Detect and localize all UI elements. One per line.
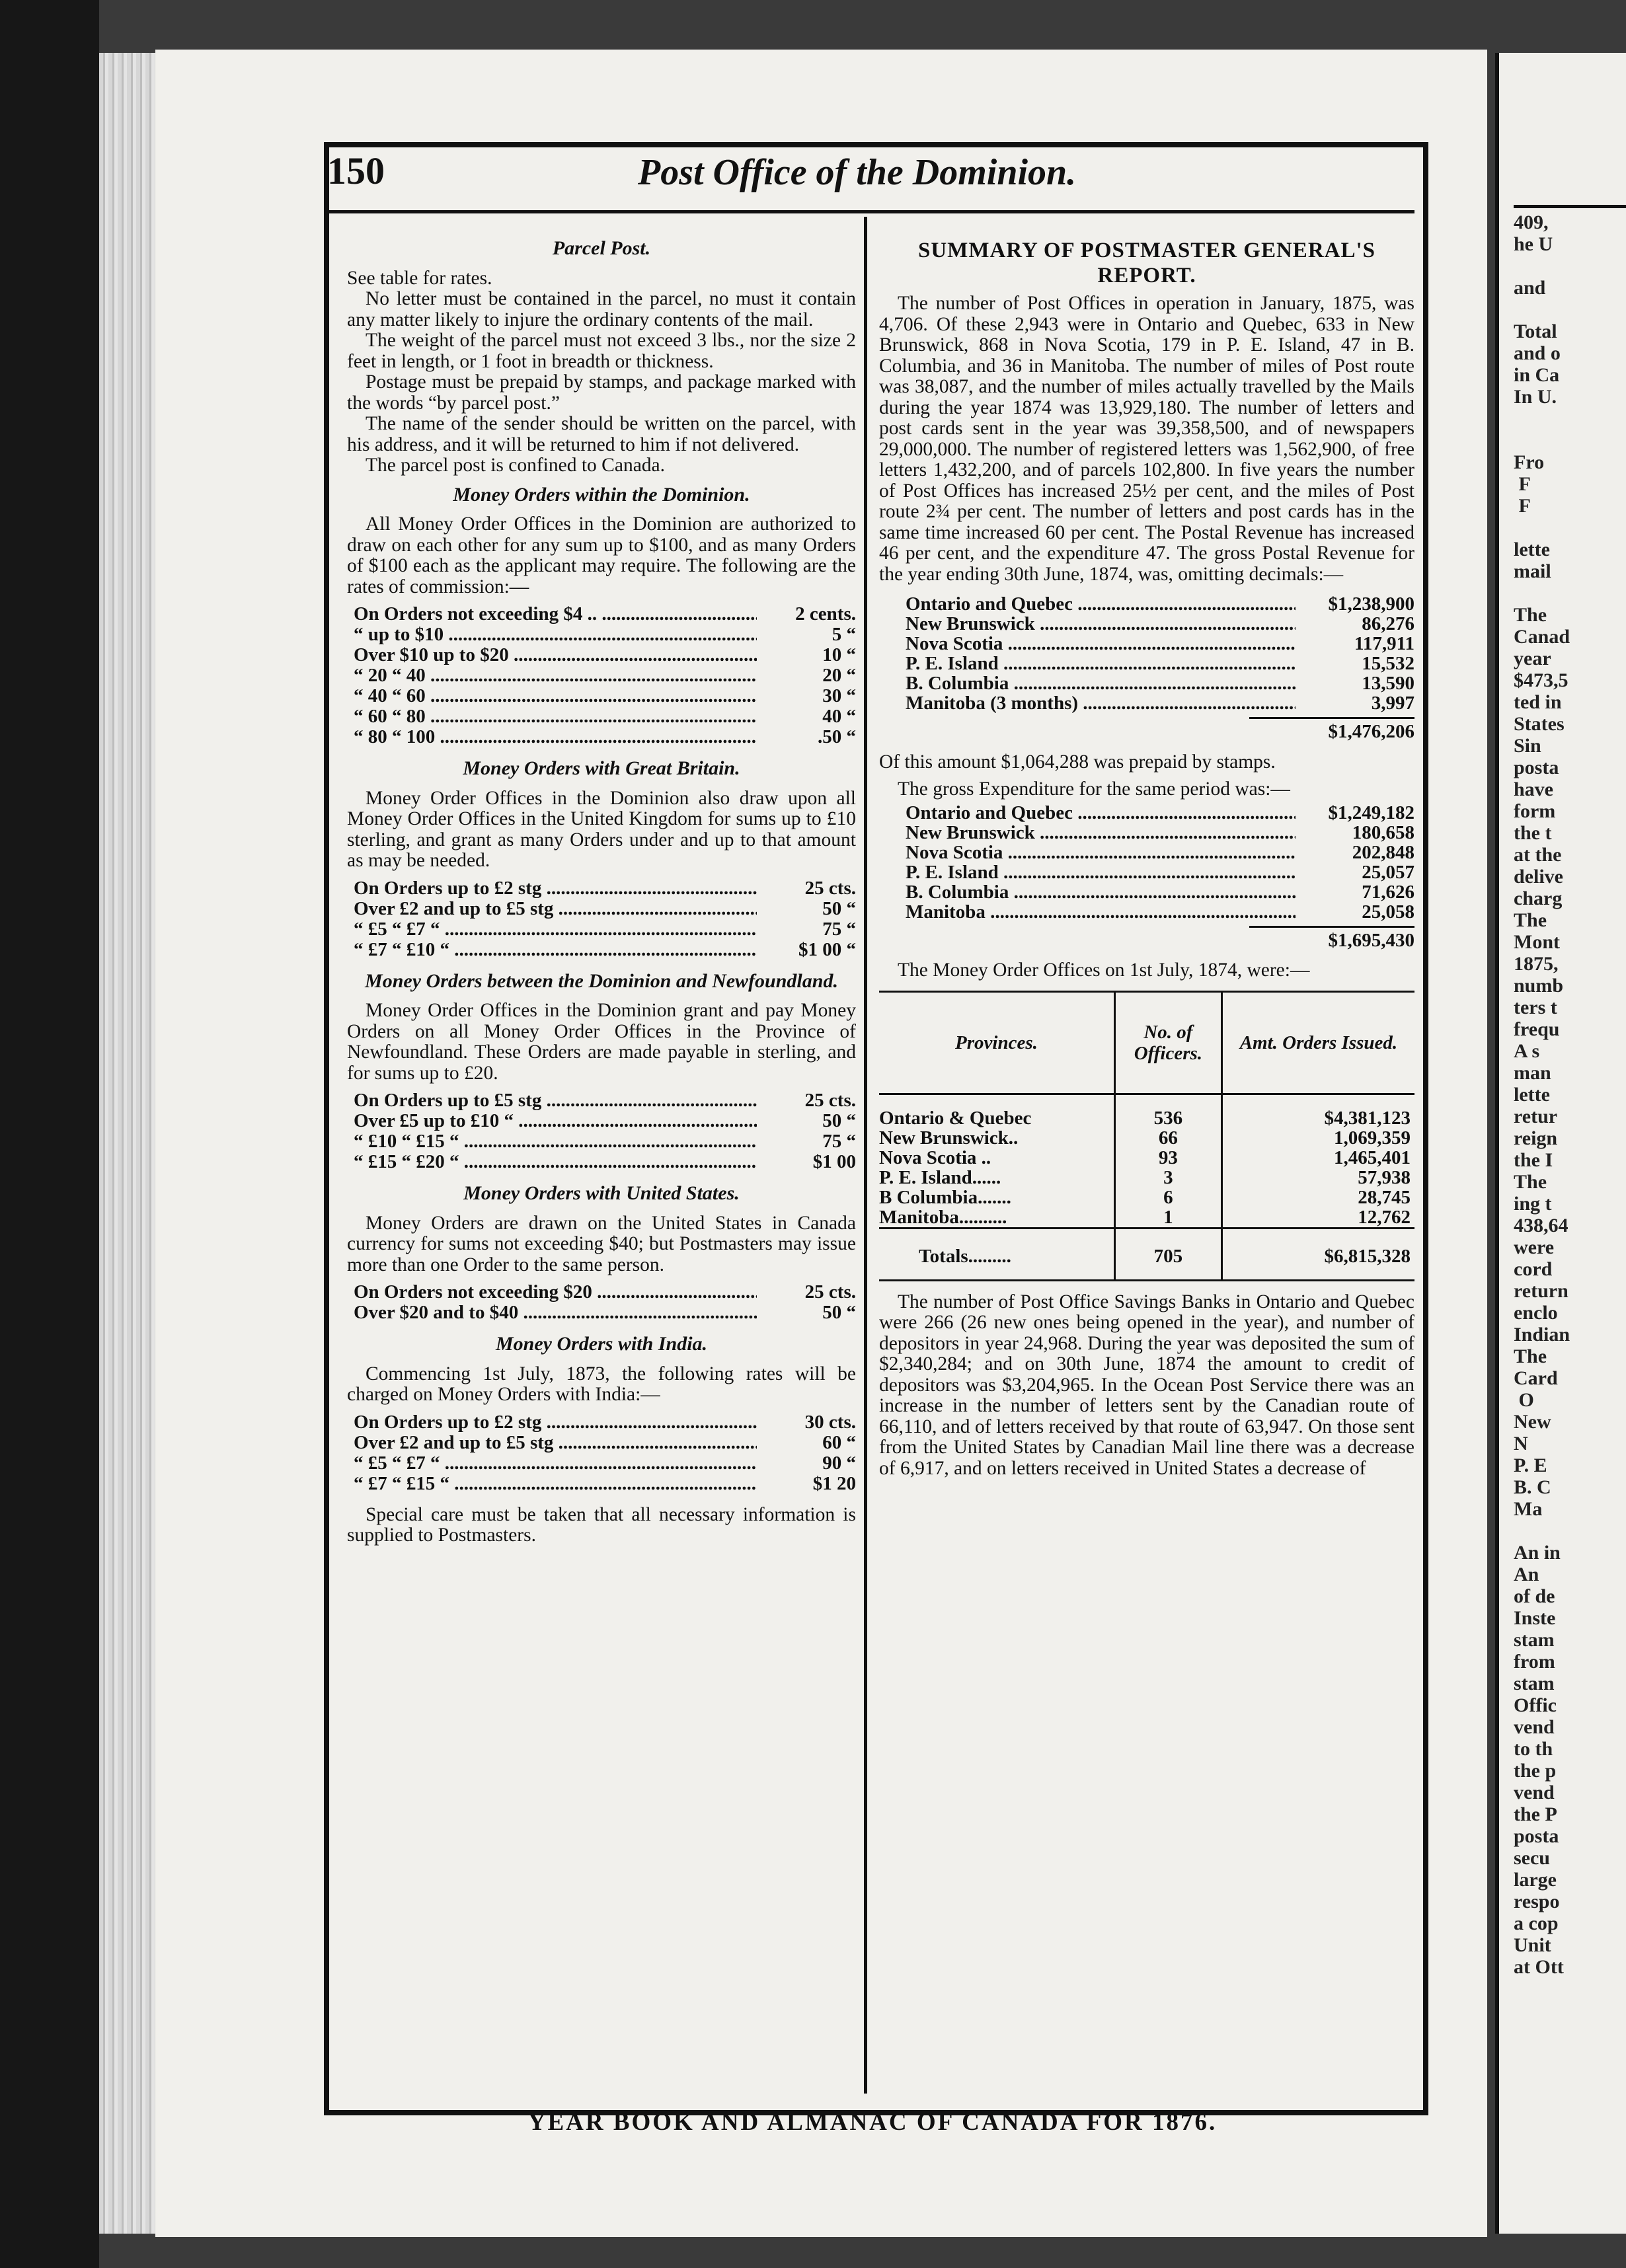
parcel-post-paragraphs [347, 268, 856, 476]
paragraph: The Money Order Offices on 1st July, 1874, were:— [898, 960, 1310, 981]
expenditure-total: $1,695,430 [1249, 926, 1414, 952]
rate-row: “ 80 “ 100 ..... .50 “ [354, 727, 856, 747]
revenue-total: $1,476,206 [1249, 717, 1414, 743]
report-heading: SUMMARY OF POSTMASTER GENERAL'S REPORT. [917, 239, 1376, 287]
rate-row: “ £7 “ £10 “ ..... $1 00 “ [354, 940, 856, 960]
revenue-row: New Brunswick ..... 86,276 [906, 614, 1414, 634]
rate-list [347, 878, 856, 960]
rate-row: On Orders not exceeding $4 .. ..... 2 cents. [354, 604, 856, 624]
revenue-row: B. Columbia ..... 13,590 [906, 673, 1414, 693]
expenditure-row: P. E. Island ..... 25,057 [906, 862, 1414, 882]
table-row: Ontario & Quebec 536 $4,381,123 [879, 1108, 1414, 1128]
paragraph: Special care must be taken that all necessary information is supplied to Postmasters. [347, 1503, 856, 1546]
expenditure-row: Ontario and Quebec ..... $1,249,182 [906, 803, 1414, 823]
rate-row: “ £15 “ £20 “ ..... $1 00 [354, 1152, 856, 1172]
paragraph: Money Orders are drawn on the United States in Canada currency for sums not exceeding $40; but Postmasters may issue more than one Order to the same person. [347, 1212, 856, 1275]
section-heading: Parcel Post. [552, 237, 651, 259]
paragraph: See table for rates. [347, 267, 492, 289]
table-row: Manitoba.......... 1 12,762 [879, 1207, 1414, 1228]
paragraph: The parcel post is confined to Canada. [366, 455, 666, 476]
paragraph: The name of the sender should be written on the parcel, with his address, and it will be returned to him if not delivered. [347, 413, 856, 455]
section-heading: Money Orders with United States. [463, 1182, 740, 1204]
revenue-row: Manitoba (3 months) ..... 3,997 [906, 693, 1414, 713]
expenditure-row: B. Columbia ..... 71,626 [906, 882, 1414, 902]
paragraph: The number of Post Office Savings Banks in Ontario and Quebec were 266 (26 new ones being opened in the year), and number of depositors in year 24,968. During the year was deposited the sum of $2,340,284; and on 30th June, 1874 the amount to credit of depositors was $3,204,965. In the Ocean Post Service there was an increase in the number of letters sent by the Canadian route of 66,110, and of letters received by that route of 63,947. On those sent from the United States by Canadian Mail line there was a decrease of 6,917, and on letters received in United States a decrease of [879, 1291, 1414, 1479]
rate-row: Over £2 and up to £5 stg ..... 60 “ [354, 1433, 856, 1453]
revenue-row: Ontario and Quebec ..... $1,238,900 [906, 594, 1414, 614]
rate-row: Over $20 and to $40 ..... 50 “ [354, 1303, 856, 1323]
rate-row: “ 20 “ 40 ..... 20 “ [354, 665, 856, 686]
expenditure-row: Manitoba ..... 25,058 [906, 902, 1414, 922]
rate-row: “ 60 “ 80 ..... 40 “ [354, 706, 856, 727]
rate-list [347, 1282, 856, 1323]
adjacent-page-rule [1514, 205, 1626, 208]
paragraph: The weight of the parcel must not exceed 3 lbs., nor the size 2 feet in length, or 1 foot in breadth or thickness. [347, 330, 856, 372]
section-heading: Money Orders between the Dominion and Newfoundland. [365, 969, 838, 992]
column-header: No. of Officers. [1114, 991, 1221, 1094]
expenditure-list [879, 803, 1414, 922]
table-row: P. E. Island...... 3 57,938 [879, 1168, 1414, 1188]
right-column [879, 238, 1414, 1479]
left-column [347, 238, 856, 1546]
paragraph: The number of Post Offices in operation in January, 1875, was 4,706. Of these 2,943 were in Ontario and Quebec, 633 in New Brunswick, 868 in Nova Scotia, 179 in P. E. Island, 47 in B. Columbia, and 36 in Manitoba. The number of miles of Post route was 38,087, and the number of miles actually travelled by the Mails during the year 1874 was 13,929,180. The number of letters and post cards sent in the year was 39,358,500, and of newspapers 29,000,000. The number of registered letters was 1,562,900, of free letters 1,432,200, and of parcels 102,800. In five years the number of Post Offices has increased 25½ per cent, and the miles of Post route 2¾ per cent. The number of letters and post cards has in the same time increased 60 per cent. The Postal Revenue has increased 46 per cent, and the expenditure 47. The gross Postal Revenue for the year ending 30th June, 1874, was, omitting decimals:— [879, 293, 1414, 585]
page-footer: YEAR BOOK AND ALMANAC OF CANADA FOR 1876. [527, 2109, 1218, 2136]
adjacent-page-text: 409, he U and Total and o in Ca In U. Fro F F lette mail The Canad year $473,5 ted in States Sin posta have form the t at the delive charg The Mont 1875, numb ters t frequ A s man lette retur reign the I The ing t 438,64 were cord return enclo Indian The Card O New N P. E B. C Ma An in An of de Inste stam from stam Offic vend to th the p vend the P posta secu large respo a cop Unit at Ott [1514, 211, 1570, 1978]
section-heading: Money Orders with Great Britain. [463, 757, 740, 779]
running-head: Post Office of the Dominion. [638, 152, 1077, 193]
page-edges [99, 53, 159, 2234]
rate-row: On Orders up to £5 stg ..... 25 cts. [354, 1090, 856, 1111]
paragraph: All Money Order Offices in the Dominion are authorized to draw on each other for any sum up to $100, and as many Orders of $100 each as the applicant may require. The following are the rates of commission:— [347, 513, 856, 597]
money-order-table [879, 991, 1414, 1281]
expenditure-row: New Brunswick ..... 180,658 [906, 823, 1414, 843]
paragraph: Money Order Offices in the Dominion also draw upon all Money Order Offices in the United Kingdom for sums up to £10 sterling, and grant as many Orders under and up to that amount as may be needed. [347, 787, 856, 871]
rate-row: “ £7 “ £15 “ ..... $1 20 [354, 1474, 856, 1494]
column-header: Amt. Orders Issued. [1221, 991, 1414, 1094]
section-heading: Money Orders with India. [495, 1333, 708, 1355]
paragraph: Of this amount $1,064,288 was prepaid by stamps. [879, 751, 1276, 773]
rate-row: “ up to $10 ..... 5 “ [354, 624, 856, 645]
expenditure-row: Nova Scotia ..... 202,848 [906, 843, 1414, 862]
rate-row: “ £5 “ £7 “ ..... 75 “ [354, 919, 856, 940]
paragraph: Money Order Offices in the Dominion grant and pay Money Orders on all Money Order Offices in the Province of Newfoundland. These Orders are made payable in sterling, and for sums up to £20. [347, 1000, 856, 1084]
rate-row: On Orders up to £2 stg ..... 30 cts. [354, 1412, 856, 1433]
table-row: Nova Scotia .. 93 1,465,401 [879, 1148, 1414, 1168]
page-number: 150 [327, 149, 385, 192]
rate-list [347, 1412, 856, 1494]
rate-row: “ £10 “ £15 “ ..... 75 “ [354, 1131, 856, 1152]
paragraph: Postage must be prepaid by stamps, and package marked with the words “by parcel post.” [347, 371, 856, 414]
rate-list [347, 1090, 856, 1172]
header-rule [329, 210, 1414, 213]
page-header [327, 149, 1418, 208]
table-total-row: Totals......... 705 $6,815,328 [879, 1228, 1414, 1280]
revenue-row: Nova Scotia ..... 117,911 [906, 634, 1414, 654]
rate-list [347, 604, 856, 747]
paragraph: The gross Expenditure for the same period was:— [898, 778, 1290, 800]
paragraph: Commencing 1st July, 1873, the following rates will be charged on Money Orders with India:— [347, 1363, 856, 1405]
table-row: B Columbia....... 6 28,745 [879, 1188, 1414, 1207]
column-header: Provinces. [879, 991, 1114, 1094]
table-row: New Brunswick.. 66 1,069,359 [879, 1128, 1414, 1148]
revenue-row: P. E. Island ..... 15,532 [906, 654, 1414, 673]
column-rule [864, 217, 867, 2094]
rate-row: On Orders not exceeding $20 ..... 25 cts. [354, 1282, 856, 1303]
book-binding [0, 0, 99, 2268]
paragraph: No letter must be contained in the parcel, no must it contain any matter likely to injure the ordinary contents of the mail. [347, 288, 856, 330]
rate-row: “ 40 “ 60 ..... 30 “ [354, 686, 856, 706]
revenue-list [879, 594, 1414, 713]
section-heading: Money Orders within the Dominion. [453, 483, 750, 506]
rate-row: On Orders up to £2 stg ..... 25 cts. [354, 878, 856, 899]
rate-row: “ £5 “ £7 “ ..... 90 “ [354, 1453, 856, 1474]
rate-row: Over £2 and up to £5 stg ..... 50 “ [354, 899, 856, 919]
rate-row: Over $10 up to $20 ..... 10 “ [354, 645, 856, 665]
rate-row: Over £5 up to £10 “ ..... 50 “ [354, 1111, 856, 1131]
